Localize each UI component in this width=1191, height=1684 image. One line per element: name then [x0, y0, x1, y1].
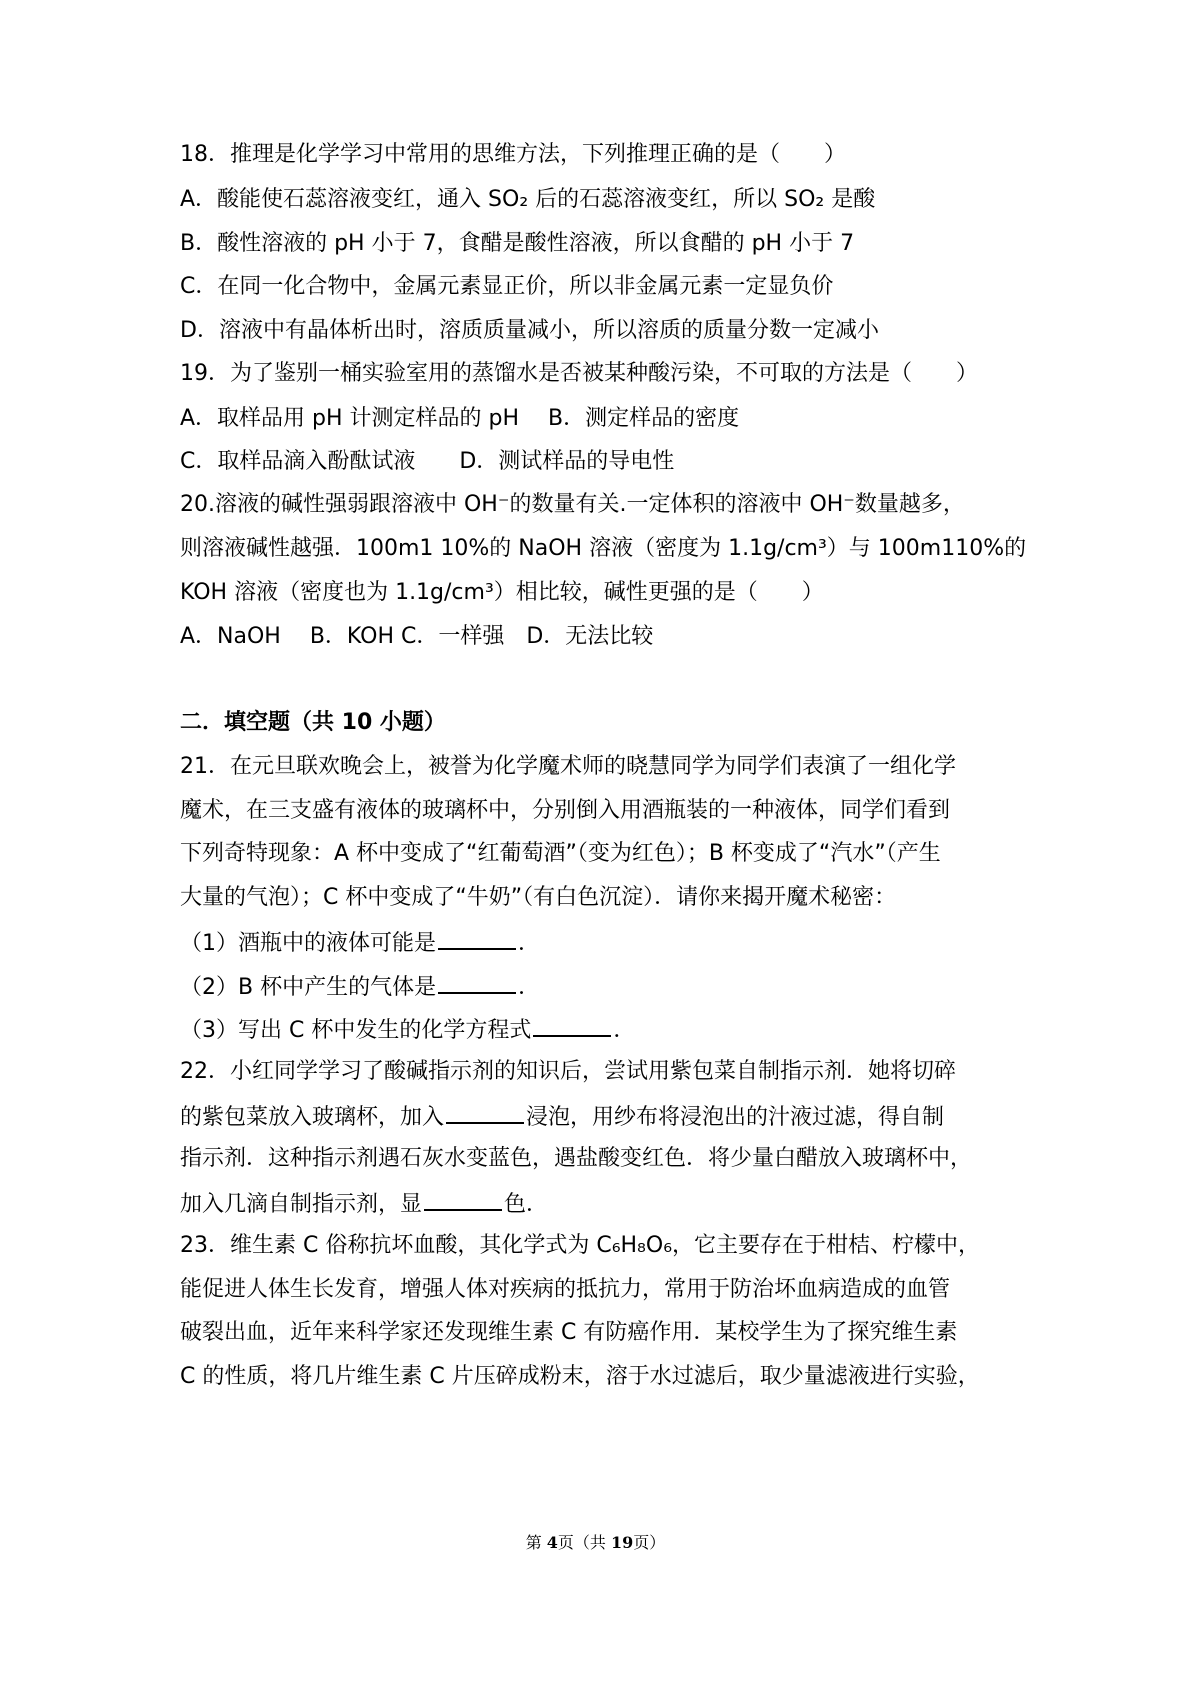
page-number: 4	[546, 1533, 558, 1552]
answer-blank[interactable]	[438, 970, 516, 994]
q20-line-1: 20.溶液的碱性强弱跟溶液中 OH⁻的数量有关.一定体积的溶液中 OH⁻数量越多，	[180, 492, 965, 517]
q18-option-d: D．溶液中有晶体析出时，溶质质量减小，所以溶质的质量分数一定减小	[180, 318, 879, 343]
q21-sub2-text: （2）B 杯中产生的气体是	[180, 975, 437, 1000]
q22-line2-text: 的紫包菜放入玻璃杯，加入	[180, 1105, 445, 1130]
q21-line-1: 21．在元旦联欢晚会上，被誉为化学魔术师的晓慧同学为同学们表演了一组化学	[180, 754, 956, 779]
q21-subquestion-1	[180, 926, 1031, 959]
q21-subquestion-2	[180, 970, 1031, 1003]
q19-stem: 19．为了鉴别一桶实验室用的蒸馏水是否被某种酸污染，不可取的方法是（ ）	[180, 361, 978, 386]
q23-line-1: 23．维生素 C 俗称抗坏血酸，其化学式为 C₆H₈O₆，它主要存在于柑桔、柠檬中，	[180, 1233, 981, 1258]
footer-middle: 页（共	[557, 1533, 612, 1552]
q21-sub1-end: ．	[518, 931, 541, 956]
q22-line2-rest: 浸泡，用纱布将浸泡出的汁液过滤，得自制	[526, 1105, 945, 1130]
q21-sub2-end: ．	[518, 975, 541, 1000]
q20-line-3: KOH 溶液（密度也为 1.1g/cm³）相比较，碱性更强的是（ ）	[180, 580, 824, 605]
q19-options-cd: C．取样品滴入酚酞试液 D．测试样品的导电性	[180, 449, 675, 474]
q21-sub3-text: （3）写出 C 杯中发生的化学方程式	[180, 1018, 532, 1043]
q23-line-3: 破裂出血，近年来科学家还发现维生素 C 有防癌作用．某校学生为了探究维生素	[180, 1320, 958, 1345]
section-heading: 二．填空题（共 10 小题）	[180, 710, 446, 735]
q20-options: A．NaOH B．KOH C．一样强 D．无法比较	[180, 624, 654, 649]
q18-option-b: B．酸性溶液的 pH 小于 7，食醋是酸性溶液，所以食醋的 pH 小于 7	[180, 231, 855, 256]
q23-line-4: C 的性质，将几片维生素 C 片压碎成粉末，溶于水过滤后，取少量滤液进行实验，	[180, 1364, 980, 1389]
q23-line-2: 能促进人体生长发育，增强人体对疾病的抵抗力，常用于防治坏血病造成的血管	[180, 1277, 951, 1302]
q19-options-ab: A．取样品用 pH 计测定样品的 pH B．测定样品的密度	[180, 406, 740, 431]
total-pages: 19	[611, 1533, 634, 1552]
q22-line4-text: 加入几滴自制指示剂，显	[180, 1192, 423, 1217]
page-footer	[0, 1530, 1191, 1553]
q22-line-4	[180, 1187, 1031, 1220]
q18-option-a: A．酸能使石蕊溶液变红，通入 SO₂ 后的石蕊溶液变红，所以 SO₂ 是酸	[180, 187, 876, 212]
q22-line-3: 指示剂．这种指示剂遇石灰水变蓝色，遇盐酸变红色．将少量白醋放入玻璃杯中，	[180, 1146, 973, 1171]
q18-option-c: C．在同一化合物中，金属元素显正价，所以非金属元素一定显负价	[180, 274, 834, 299]
q21-line-2: 魔术，在三支盛有液体的玻璃杯中，分别倒入用酒瓶装的一种液体，同学们看到	[180, 798, 951, 823]
answer-blank[interactable]	[424, 1187, 502, 1211]
q21-sub3-end: ．	[613, 1018, 636, 1043]
footer-prefix: 第	[525, 1533, 547, 1552]
footer-suffix: 页）	[633, 1533, 666, 1552]
answer-blank[interactable]	[446, 1100, 524, 1124]
q22-line4-end: 色．	[504, 1192, 549, 1217]
answer-blank[interactable]	[438, 926, 516, 950]
q22-line-2	[180, 1100, 1031, 1133]
q21-line-4: 大量的气泡）；C 杯中变成了“牛奶”（有白色沉淀）．请你来揭开魔术秘密：	[180, 885, 897, 910]
q22-line-1: 22．小红同学学习了酸碱指示剂的知识后，尝试用紫包菜自制指示剂．她将切碎	[180, 1059, 956, 1084]
q18-stem: 18．推理是化学学习中常用的思维方法，下列推理正确的是（ ）	[180, 142, 846, 167]
answer-blank[interactable]	[533, 1013, 611, 1037]
q21-line-3: 下列奇特现象：A 杯中变成了“红葡萄酒”（变为红色）；B 杯变成了“汽水”（产生	[180, 841, 941, 866]
q20-line-2: 则溶液碱性越强．100m1 10%的 NaOH 溶液（密度为 1.1g/cm³）与 100m110%的	[180, 536, 1027, 561]
q21-sub1-text: （1）酒瓶中的液体可能是	[180, 931, 436, 956]
q21-subquestion-3	[180, 1013, 1031, 1046]
